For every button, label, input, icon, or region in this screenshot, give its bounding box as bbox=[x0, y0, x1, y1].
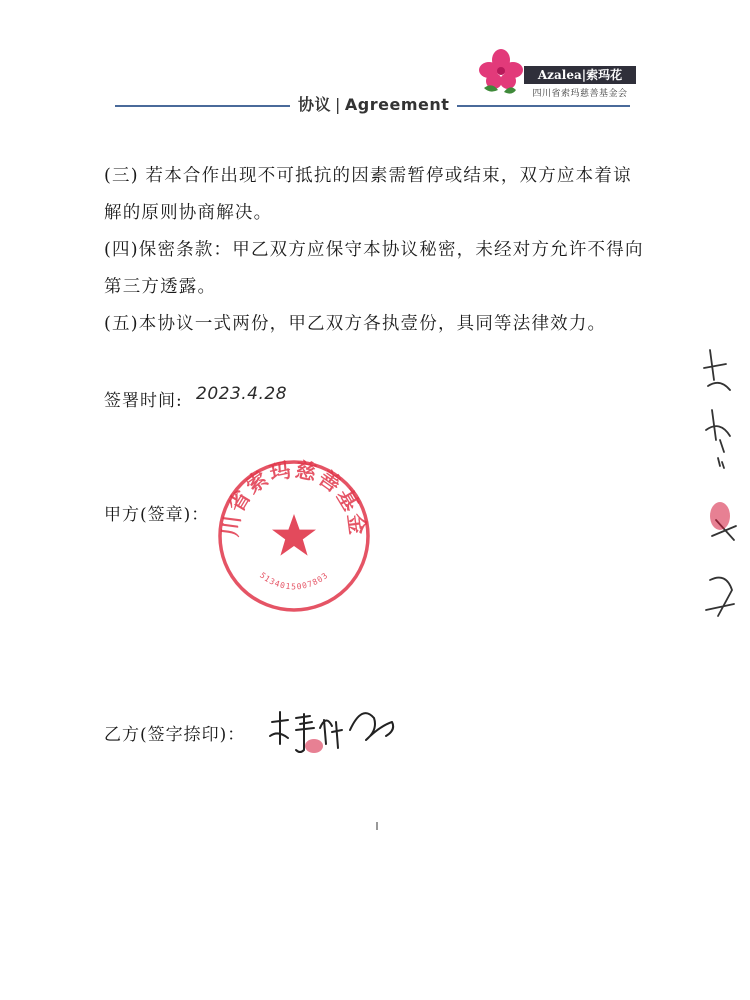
seal-org-text: 四川省索玛慈善基金会 bbox=[202, 436, 371, 539]
title-separator: | bbox=[335, 95, 341, 114]
title-cn: 协议 bbox=[298, 95, 332, 114]
foundation-logo bbox=[476, 48, 636, 98]
azalea-flower-icon bbox=[476, 48, 526, 98]
official-seal bbox=[202, 436, 374, 616]
svg-text:5134015007803 bbox=[258, 571, 330, 592]
svg-text:四川省索玛慈善基金会 bbox=[203, 436, 371, 538]
seal-code-text: 5134015007803 bbox=[257, 570, 331, 592]
party-b-label: 乙方(签字捺印)： bbox=[104, 725, 246, 745]
signing-time-value: 2023.4.28 bbox=[196, 384, 288, 404]
seam-seal-mark bbox=[710, 502, 730, 530]
party-a-label: 甲方(签章)： bbox=[104, 505, 210, 525]
logo-org-name: 四川省索玛慈善基金会 bbox=[532, 89, 628, 99]
handwritten-signature bbox=[266, 700, 406, 760]
signing-time-label: 签署时间: bbox=[104, 391, 183, 411]
margin-seam-signature bbox=[690, 340, 750, 620]
clause-5: (五)本协议一式两份，甲乙双方各执壹份，具同等法律效力。 bbox=[104, 314, 607, 334]
scan-speck bbox=[376, 822, 378, 830]
logo-brand: Azalea|索玛花 bbox=[524, 66, 636, 84]
clause-4: (四)保密条款：甲乙双方应保守本协议秘密，未经对方允许不得向第三方透露。 bbox=[104, 240, 644, 297]
clause-3: (三) 若本合作出现不可抵抗的因素需暂停或结束，双方应本着谅解的原则协商解决。 bbox=[104, 166, 632, 223]
seal-star-icon bbox=[272, 514, 316, 556]
title-en: Agreement bbox=[344, 95, 450, 114]
fingerprint-mark bbox=[305, 739, 323, 753]
page-title bbox=[290, 92, 457, 115]
